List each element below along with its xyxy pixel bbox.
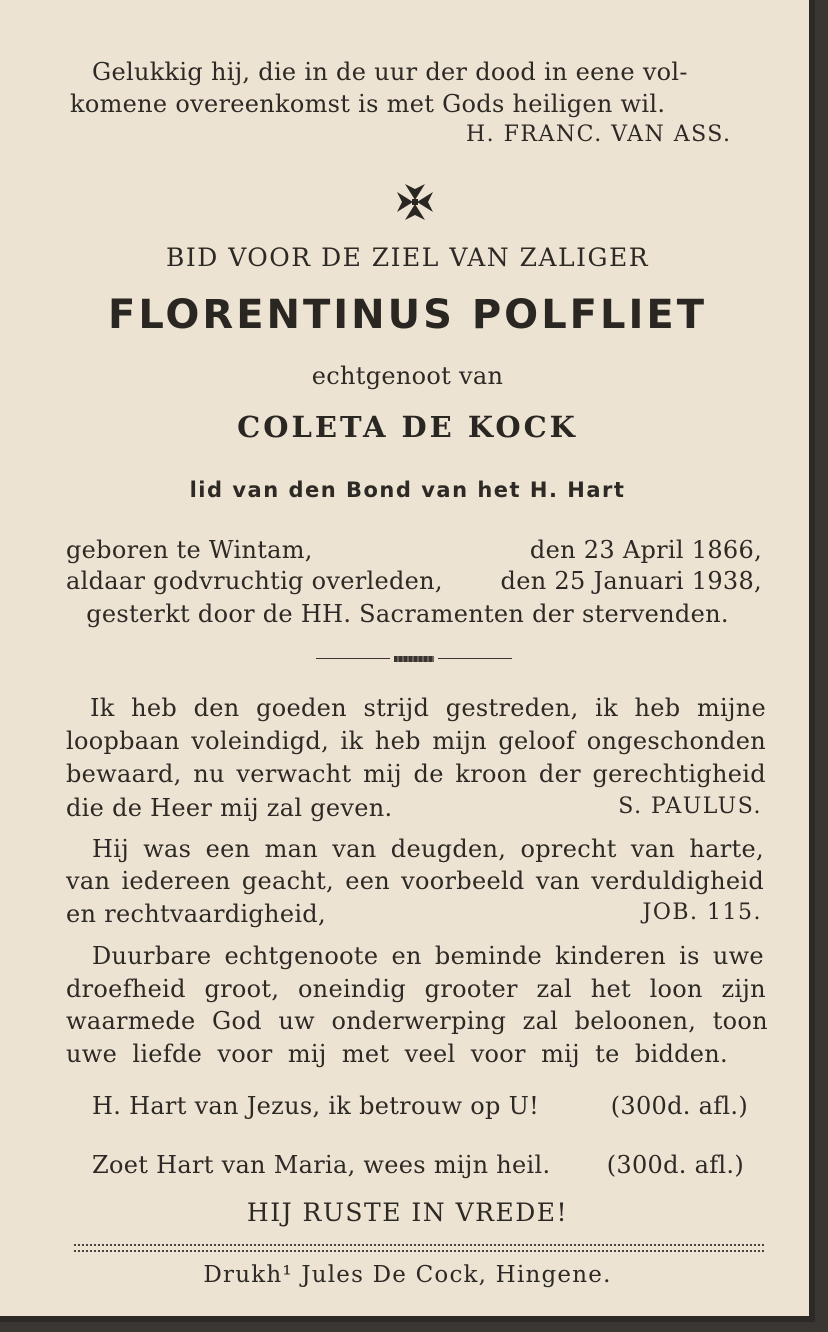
death-line xyxy=(66,567,762,595)
word: beloonen, xyxy=(574,1007,697,1035)
word: groot, xyxy=(204,975,280,1003)
membership: lid van den Bond van het H. Hart xyxy=(189,478,626,502)
word: onderwerping xyxy=(331,1007,507,1035)
word: waarmede xyxy=(66,1007,196,1035)
spouse-intro: echtgenoot van xyxy=(311,362,504,390)
word: voor xyxy=(217,1040,273,1068)
footer-rule-top xyxy=(74,1244,764,1246)
word: voleindigd, xyxy=(191,727,330,755)
word: deugden, xyxy=(390,835,507,863)
birth-place: geboren te Wintam, xyxy=(66,536,313,564)
word: Hij xyxy=(92,835,129,863)
word: droefheid xyxy=(66,975,186,1003)
footer-rule-bottom xyxy=(74,1250,764,1252)
word: loopbaan xyxy=(66,727,180,755)
word: strijd xyxy=(363,694,430,722)
word: loon xyxy=(649,975,703,1003)
word: ik xyxy=(595,694,618,722)
deceased-name: FLORENTINUS POLFLIET xyxy=(108,292,707,338)
death-date: den 25 Januari 1938, xyxy=(500,567,762,595)
birth-line xyxy=(66,536,762,564)
word: echtgenoote xyxy=(224,942,379,970)
word: van xyxy=(535,867,581,895)
quote3-line1 xyxy=(92,835,764,863)
quote3-line2 xyxy=(66,867,764,895)
word: harte, xyxy=(689,835,764,863)
maltese-cross-icon xyxy=(393,180,437,224)
word: goeden xyxy=(256,694,347,722)
word: toon xyxy=(712,1007,768,1035)
word: kroon xyxy=(455,760,528,788)
word: nu xyxy=(193,760,225,788)
word: geacht, xyxy=(241,867,334,895)
word: heb xyxy=(634,694,681,722)
word: Duurbare xyxy=(92,942,212,970)
word: en xyxy=(391,942,422,970)
birth-date: den 23 April 1866, xyxy=(529,536,762,564)
ornamental-divider xyxy=(316,656,512,662)
word: bidden. xyxy=(634,1040,728,1068)
word: van xyxy=(66,867,111,895)
word: verwacht xyxy=(236,760,352,788)
quote3-source: JOB. 115. xyxy=(642,900,762,925)
word: God xyxy=(212,1007,262,1035)
word: ongeschonden xyxy=(586,727,766,755)
word: verduldigheid xyxy=(591,867,764,895)
word: voorbeeld xyxy=(401,867,525,895)
word: heb xyxy=(374,727,421,755)
word: der xyxy=(538,760,581,788)
word: mij xyxy=(363,760,402,788)
quote1-line1-text: Gelukkig hij, die in de uur der dood in eene vol- xyxy=(92,58,688,86)
quote2-line2 xyxy=(66,727,766,755)
death-place: aldaar godvruchtig overleden, xyxy=(66,567,443,595)
word: zal xyxy=(536,975,573,1003)
word: uwe xyxy=(712,942,764,970)
word: man xyxy=(264,835,319,863)
quote2-line4 xyxy=(66,794,762,822)
quote3-line3-text: en rechtvaardigheid, xyxy=(66,900,326,928)
word: van xyxy=(332,835,377,863)
quote1-line1 xyxy=(92,58,762,86)
word: uwe xyxy=(66,1040,118,1068)
word: heb xyxy=(131,694,178,722)
sacraments: gesterkt door de HH. Sacramenten der stervenden. xyxy=(86,600,729,628)
word: is xyxy=(679,942,700,970)
word: mij xyxy=(287,1040,327,1068)
spouse-name: COLETA DE KOCK xyxy=(237,410,578,444)
word: van xyxy=(630,835,676,863)
quote1-source: H. FRANC. VAN ASS. xyxy=(466,122,732,147)
word: zijn xyxy=(721,975,766,1003)
word: den xyxy=(193,694,240,722)
word: gestreden, xyxy=(445,694,579,722)
word: iedereen xyxy=(121,867,231,895)
word: gerechtigheid xyxy=(592,760,766,788)
word: grooter xyxy=(424,975,518,1003)
invocation1-indulgence: (300d. afl.) xyxy=(610,1092,748,1120)
closing-line: HIJ RUSTE IN VREDE! xyxy=(246,1198,569,1227)
word: kinderen xyxy=(555,942,666,970)
invocation2 xyxy=(92,1151,744,1179)
quote4-line4 xyxy=(66,1040,728,1068)
quote1-line2: komene overeenkomst is met Gods heiligen wil. xyxy=(70,90,666,118)
word: met xyxy=(341,1040,390,1068)
prayer-header: BID VOOR DE ZIEL VAN ZALIGER xyxy=(165,243,650,272)
word: Ik xyxy=(90,694,115,722)
quote2-source: S. PAULUS. xyxy=(618,794,762,819)
word: ik xyxy=(340,727,364,755)
quote3-line3 xyxy=(66,900,762,928)
word: zal xyxy=(522,1007,559,1035)
invocation1 xyxy=(92,1092,748,1120)
word: veel xyxy=(404,1040,456,1068)
quote2-line4-text: die de Heer mij zal geven. xyxy=(66,794,393,822)
quote4-line1 xyxy=(92,942,764,970)
quote2-line3 xyxy=(66,760,766,788)
word: te xyxy=(595,1040,620,1068)
quote4-line2 xyxy=(66,975,766,1003)
invocation2-text: Zoet Hart van Maria, wees mijn heil. xyxy=(92,1151,551,1179)
word: een xyxy=(345,867,390,895)
word: bewaard, xyxy=(66,760,182,788)
word: oprecht xyxy=(520,835,617,863)
word: beminde xyxy=(434,942,543,970)
word: liefde xyxy=(132,1040,203,1068)
word: mijn xyxy=(432,727,487,755)
quote4-line3 xyxy=(66,1007,768,1035)
quote2-line1 xyxy=(90,694,766,722)
word: uw xyxy=(278,1007,316,1035)
word: een xyxy=(205,835,251,863)
word: het xyxy=(590,975,631,1003)
invocation2-indulgence: (300d. afl.) xyxy=(606,1151,744,1179)
word: voor xyxy=(470,1040,526,1068)
word: was xyxy=(143,835,192,863)
word: de xyxy=(413,760,444,788)
invocation1-text: H. Hart van Jezus, ik betrouw op U! xyxy=(92,1092,540,1120)
word: oneindig xyxy=(297,975,406,1003)
word: mij xyxy=(541,1040,580,1068)
word: mijne xyxy=(696,694,766,722)
word: geloof xyxy=(498,727,576,755)
printer-credit: Drukh¹ Jules De Cock, Hingene. xyxy=(203,1262,612,1288)
